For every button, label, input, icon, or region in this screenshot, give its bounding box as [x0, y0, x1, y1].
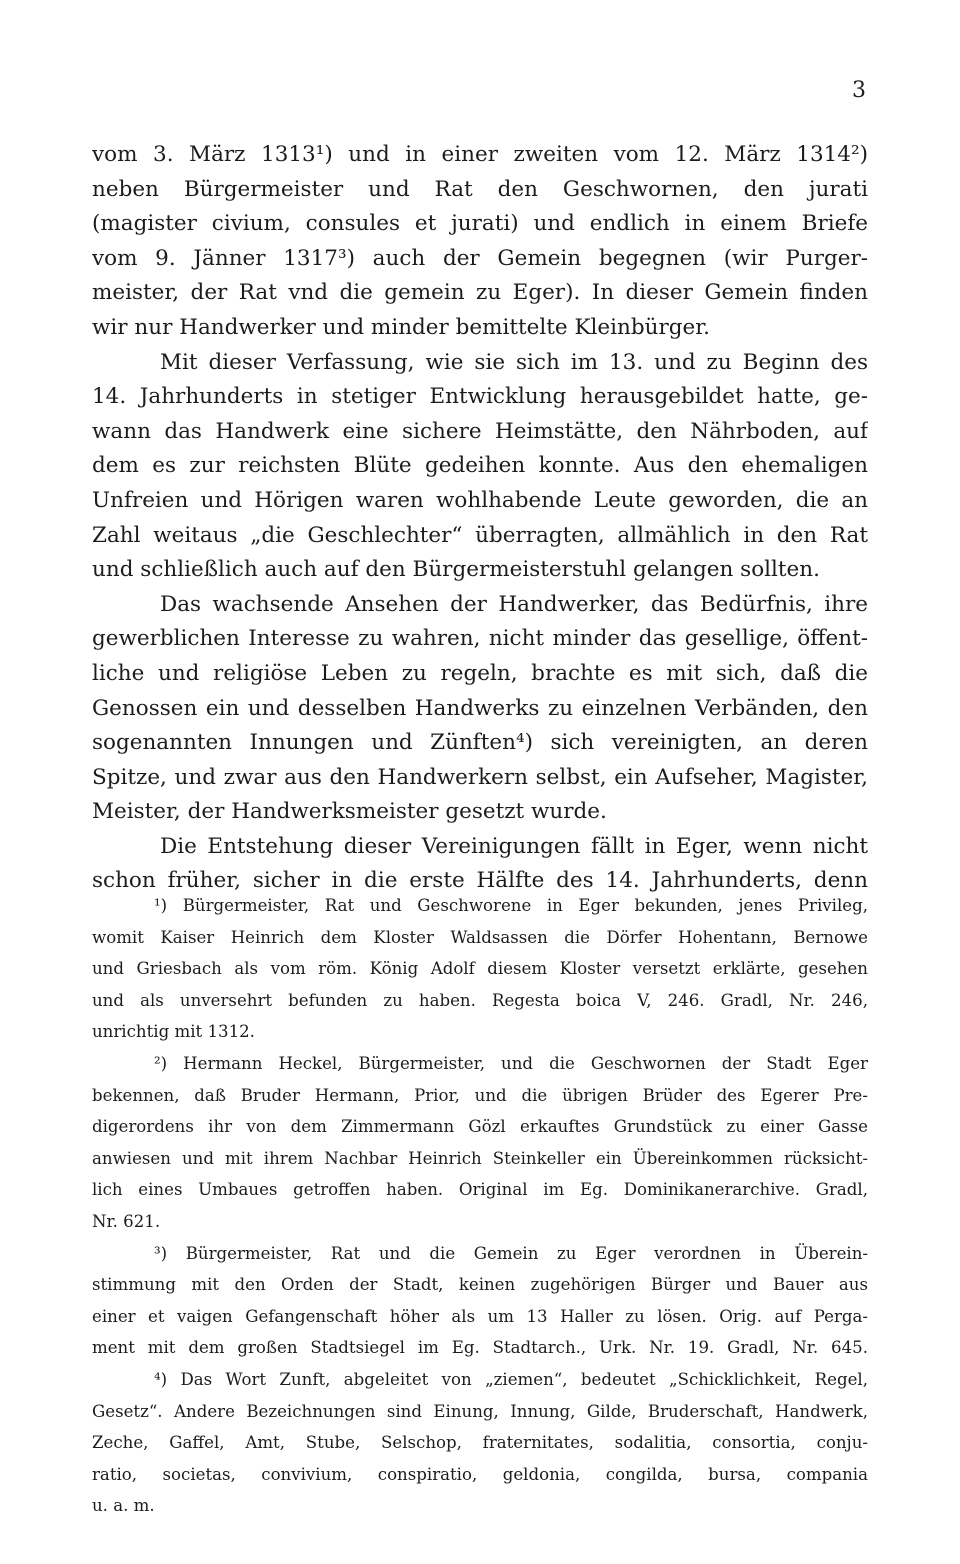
text-line: neben Bürgermeister und Rat den Geschwornen, den jurati — [92, 176, 868, 202]
page-number: 3 — [852, 78, 866, 103]
text-line: 14. Jahrhunderts in stetiger Entwicklung herausgebildet hatte, ge- — [92, 384, 868, 410]
text-line: Meister, der Handwerksmeister gesetzt wurde. — [92, 799, 607, 825]
text-line: Mit dieser Verfassung, wie sie sich im 13. und zu Beginn des — [160, 349, 868, 375]
footnote-line: Zeche, Gaffel, Amt, Stube, Selschop, fraternitates, sodalitia, consortia, conju- — [92, 1433, 868, 1453]
footnote-line: und als unversehrt befunden zu haben. Regesta boica V, 246. Gradl, Nr. 246, — [92, 990, 868, 1010]
text-line: wann das Handwerk eine sichere Heimstätte, den Nährboden, auf — [92, 418, 868, 444]
text-line: Unfreien und Hörigen waren wohlhabende Leute geworden, die an — [92, 487, 868, 513]
text-line: wir nur Handwerker und minder bemittelte Kleinbürger. — [92, 314, 710, 340]
footnotes — [92, 890, 868, 1522]
text-line: (magister civium, consules et jurati) und endlich in einem Briefe — [92, 211, 868, 237]
text-line: vom 3. März 1313¹) und in einer zweiten vom 12. März 1314²) — [92, 142, 868, 167]
text-line: dem es zur reichsten Blüte gedeihen konnte. Aus den ehemaligen — [92, 453, 868, 479]
text-line: Genossen ein und desselben Handwerks zu einzelnen Verbänden, den — [92, 695, 868, 721]
footnote-line: ⁴) Das Wort Zunft, abgeleitet von „ziemen“, bedeutet „Schicklichkeit, Regel, — [154, 1369, 868, 1389]
text-line: sogenannten Innungen und Zünften⁴) sich vereinigten, an deren — [92, 730, 868, 756]
text-line: Spitze, und zwar aus den Handwerkern selbst, ein Aufseher, Magister, — [92, 764, 868, 790]
text-line: schon früher, sicher in die erste Hälfte des 14. Jahrhunderts, denn — [92, 868, 868, 894]
text-line: vom 9. Jänner 1317³) auch der Gemein begegnen (wir Purger- — [92, 245, 868, 271]
footnote-line: womit Kaiser Heinrich dem Kloster Waldsassen die Dörfer Hohentann, Bernowe — [92, 927, 868, 947]
footnote-line: und Griesbach als vom röm. König Adolf diesem Kloster versetzt erklärte, gesehen — [92, 959, 868, 979]
footnote-line: Gesetz“. Andere Bezeichnungen sind Einung, Innung, Gilde, Bruderschaft, Handwerk, — [92, 1401, 868, 1421]
text-line: meister, der Rat vnd die gemein zu Eger). In dieser Gemein finden — [92, 280, 868, 306]
footnote-line: ment mit dem großen Stadtsiegel im Eg. Stadtarch., Urk. Nr. 19. Gradl, Nr. 645. — [92, 1338, 868, 1358]
body-text — [92, 138, 868, 899]
text-line: und schließlich auch auf den Bürgermeisterstuhl gelangen sollten. — [92, 557, 820, 583]
footnote-line: stimmung mit den Orden der Stadt, keinen zugehörigen Bürger und Bauer aus — [92, 1275, 868, 1295]
footnote-line: ratio, societas, convivium, conspiratio, geldonia, congilda, bursa, compania — [92, 1464, 868, 1484]
footnote-line: unrichtig mit 1312. — [92, 1022, 255, 1042]
text-line: gewerblichen Interesse zu wahren, nicht minder das gesellige, öffent- — [92, 626, 868, 652]
footnote-line: ²) Hermann Heckel, Bürgermeister, und die Geschwornen der Stadt Eger — [154, 1053, 868, 1073]
footnote-line: ³) Bürgermeister, Rat und die Gemein zu Eger verordnen in Überein- — [154, 1243, 868, 1263]
footnote-line: digerordens ihr von dem Zimmermann Gözl erkauftes Grundstück zu einer Gasse — [92, 1117, 868, 1137]
text-line: Das wachsende Ansehen der Handwerker, das Bedürfnis, ihre — [160, 591, 868, 617]
text-line: Die Entstehung dieser Vereinigungen fällt in Eger, wenn nicht — [160, 833, 868, 859]
text-line: liche und religiöse Leben zu regeln, brachte es mit sich, daß die — [92, 660, 868, 686]
footnote-line: lich eines Umbaues getroffen haben. Original im Eg. Dominikanerarchive. Gradl, — [92, 1180, 868, 1200]
footnote-line: bekennen, daß Bruder Hermann, Prior, und die übrigen Brüder des Egerer Pre- — [92, 1085, 868, 1105]
footnote-line: einer et vaigen Gefangenschaft höher als um 13 Haller zu lösen. Orig. auf Perga- — [92, 1306, 868, 1326]
footnote-line: ¹) Bürgermeister, Rat und Geschworene in Eger bekunden, jenes Privileg, — [154, 896, 868, 915]
footnote-line: Nr. 621. — [92, 1211, 161, 1231]
footnote-line: u. a. m. — [92, 1496, 155, 1516]
footnote-line: anwiesen und mit ihrem Nachbar Heinrich Steinkeller ein Übereinkommen rücksicht- — [92, 1148, 868, 1168]
text-line: Zahl weitaus „die Geschlechter“ überragten, allmählich in den Rat — [92, 522, 868, 548]
